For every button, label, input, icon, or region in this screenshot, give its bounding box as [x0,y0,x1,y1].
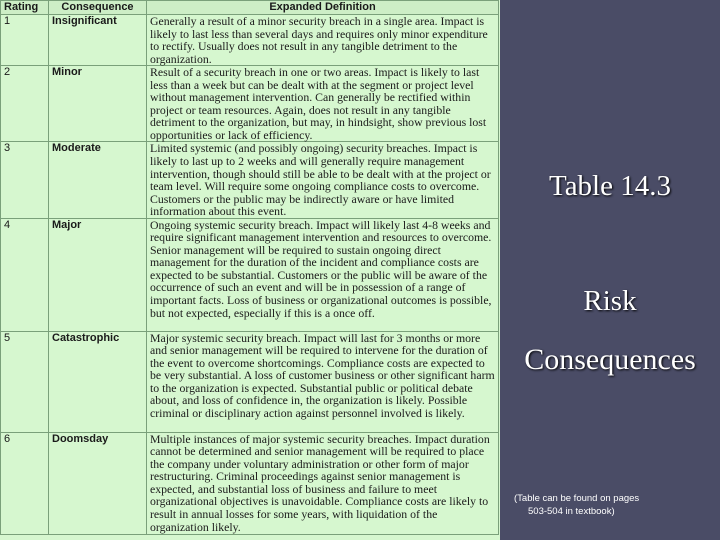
note-line-2: 503-504 in textbook) [528,506,615,517]
definition-cell: Multiple instances of major systemic security breaches. Impact duration cannot be determined and senior management will be required to place the company under voluntary administration or other form of major restructuring. Criminal proceedings against senior management is expected, and substantial loss of business and failure to meet organizational objectives is unavoidable. Compliance costs are likely to result in annual losses for some years, with liquidation of the organization likely. [147,432,499,534]
slide-title-table-number: Table 14.3 [549,170,671,202]
definition-cell: Generally a result of a minor security breach in a single area. Impact is likely to last less than several days and requires only minor expenditure to rectify. Usually does not result in any tangible detriment to the organization. [147,15,499,66]
consequence-cell: Major [49,218,147,331]
note-line-1: (Table can be found on pages [514,493,640,504]
rating-cell: 3 [1,142,49,218]
table-row [1,142,499,218]
textbook-page-note [514,492,714,518]
consequence-cell: Minor [49,66,147,142]
table-row [1,432,499,534]
definition-cell: Ongoing systemic security breach. Impact will likely last 4-8 weeks and require significant management intervention and resources to overcome. Senior management will be required to sustain ongoing direct management for the duration of the incident and compliance costs are expected to be substantial. Customers or the public will be aware of the occurrence of such an event and will be in possession of a range of important facts. Loss of business or organizational outcomes is possible, but not expected, especially if this is a once off. [147,218,499,331]
rating-cell: 4 [1,218,49,331]
rating-cell: 6 [1,432,49,534]
table-row [1,15,499,66]
table-row [1,66,499,142]
consequence-cell: Catastrophic [49,331,147,432]
header-expanded-definition: Expanded Definition [147,1,499,15]
table-header-row [1,1,499,15]
slide-title-panel [500,0,720,540]
slide-title-consequences: Consequences [524,343,696,376]
table-row [1,218,499,331]
header-consequence: Consequence [49,1,147,15]
table-row [1,331,499,432]
consequence-cell: Moderate [49,142,147,218]
rating-cell: 5 [1,331,49,432]
definition-cell: Limited systemic (and possibly ongoing) security breaches. Impact is likely to last up to 2 weeks and will generally require management intervention, though should still be able to be dealt with at the project or team level. Will require some ongoing compliance costs to overcome. Customers or the public may be indirectly aware or have limited information about this event. [147,142,499,218]
definition-cell: Result of a security breach in one or two areas. Impact is likely to last less than a week but can be dealt with at the segment or project level without management intervention. Can generally be rectified within project or team resources. Again, does not result in any tangible detriment to the organization, but may, in hindsight, show previous lost opportunities or lack of efficiency. [147,66,499,142]
slide-title-risk: Risk [583,285,637,317]
consequence-cell: Insignificant [49,15,147,66]
rating-cell: 2 [1,66,49,142]
header-rating: Rating [1,1,49,15]
consequence-cell: Doomsday [49,432,147,534]
rating-cell: 1 [1,15,49,66]
definition-cell: Major systemic security breach. Impact will last for 3 months or more and senior management will be required to intervene for the duration of the event to overcome shortcomings. Compliance costs are expected to be very substantial. A loss of customer business or other significant harm to the organization is expected. Substantial public or political debate about, and loss of confidence in, the organization is likely. Possible criminal or disciplinary action against personnel involved is likely. [147,331,499,432]
